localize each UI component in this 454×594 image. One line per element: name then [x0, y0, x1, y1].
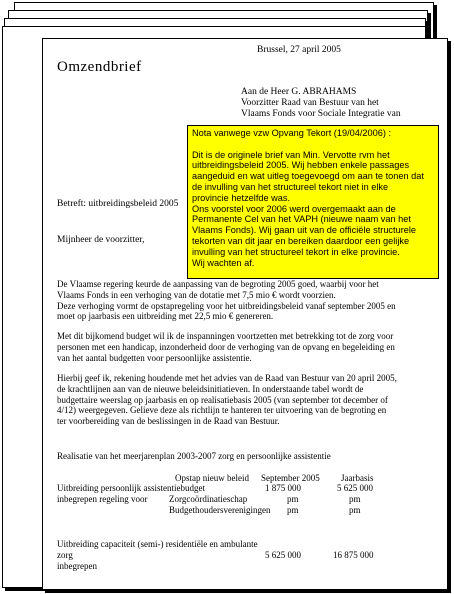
note-line: aangeduid en wat uitleg toegevoegd om aan te tonen dat	[192, 171, 424, 182]
paragraph-line: personen met een handicap, inzonderheid door de verhoging van de opvang en begeleiding en	[57, 341, 395, 352]
note-line: Dit is de originele brief van Min. Vervotte rvm het	[192, 149, 390, 160]
note-line: provincie hetzelfde was.	[192, 192, 291, 203]
table-row-sublabel: Budgethoudersverenigingen	[169, 505, 271, 515]
note-spacer	[192, 139, 434, 150]
table-col-header: September 2005	[261, 473, 320, 483]
paragraph-line: Vlaams Fonds in een verhoging van de dotatie met 7,5 mio € wordt voorzien.	[57, 289, 336, 300]
note-line: Permanente Cel van het VAPH (nieuwe naam van het	[192, 214, 411, 225]
note-line: Vlaams Fonds). Wij gaan uit van de officiële structurele	[192, 225, 417, 236]
paragraph-line: Met dit bijkomend budget wil ik de inspanningen voortzetten met betrekking tot de zorg voor	[57, 331, 394, 341]
address-line: Vlaams Fonds voor Sociale Integratie van	[241, 109, 401, 119]
note-line: invulling van het structureel tekort in elke provincie.	[192, 246, 400, 257]
note-line: Wij wachten af.	[192, 257, 255, 268]
address-line: Aan de Heer G. ABRAHAMS	[241, 87, 357, 97]
salutation: Mijnheer de voorzitter,	[57, 235, 145, 245]
table-col-header: Jaarbasis	[341, 473, 374, 483]
table-col-header: Opstap nieuw beleid	[175, 473, 249, 483]
paragraph-line: budgettaire weerslag op jaarbasis en op realisatiebasis 2005 (van september tot december of	[57, 394, 388, 405]
note-line: tekorten van dit jaar en bereiken daardoor een gelijke	[192, 235, 410, 246]
table-cell: 5 625 000	[265, 550, 301, 560]
table-cell: pm	[349, 505, 361, 515]
paragraph-2	[57, 331, 441, 363]
paragraph-line: de krachtlijnen aan van de nieuwe beleidsinitiatieven. In onderstaande tabel wordt de	[57, 383, 364, 394]
table-row-label: inbegrepen	[57, 561, 97, 571]
address-line: Voorzitter Raad van Bestuur van het	[241, 98, 379, 108]
paragraph-line: moet op jaarbasis een uitbreiding met 22,5 mio € genereren.	[57, 311, 274, 322]
table-cell: 5 625 000	[337, 483, 373, 493]
note-line: Ons voorstel voor 2006 werd overgemaakt aan de	[192, 203, 396, 214]
table-row-label: inbegrepen regeling voor	[57, 494, 148, 504]
table-row-label: zorg	[57, 550, 73, 560]
paragraph-line: van het aantal budgetten voor persoonlijke assistentie.	[57, 352, 252, 363]
table-cell: 1 875 000	[265, 483, 301, 493]
paragraph-line: Deze verhoging vormt de opstapregeling voor het uitbreidingsbeleid vanaf september 2005 en	[57, 300, 396, 311]
place-date: Brussel, 27 april 2005	[257, 45, 341, 55]
paragraph-1	[57, 279, 441, 322]
table-row-label: Uitbreiding capaciteit (semi-) residentiële en ambulante	[57, 539, 258, 549]
note-line: de invulling van het structureel tekort niet in elke	[192, 181, 389, 192]
note-heading: Nota vanwege vzw Opvang Tekort (19/04/2006) :	[192, 128, 392, 138]
subject-line: Betreft: uitbreidingsbeleid 2005	[57, 199, 179, 209]
table-heading: Realisatie van het meerjarenplan 2003-2007 zorg en persoonlijke assistentie	[57, 451, 331, 461]
table-cell: pm	[287, 505, 299, 515]
note-line: uitbreidingsbeleid 2005. Wij hebben enkele passages	[192, 160, 410, 171]
annotation-note	[187, 125, 439, 279]
table-row-sublabel: Zorgcoördinatieschap	[169, 494, 248, 504]
letter-page	[42, 38, 448, 590]
table-cell: pm	[287, 494, 299, 504]
paragraph-line: 4/12) weergegeven. Gelieve deze als richtlijn te hanteren ter uitvoering van de begroting en	[57, 405, 387, 416]
paragraph-line: ter voorbereiding van de beslissingen in de Raad van Bestuur.	[57, 416, 280, 427]
table-cell: pm	[349, 494, 361, 504]
paragraph-3	[57, 373, 441, 427]
paragraph-line: De Vlaamse regering keurde de aanpassing van de begroting 2005 goed, waarbij voor het	[57, 279, 379, 289]
letter-title: Omzendbrief	[57, 59, 142, 75]
table-cell: 16 875 000	[333, 550, 374, 560]
table-row-label: Uitbreiding persoonlijk assistentiebudget	[57, 483, 205, 493]
paragraph-line: Hierbij geef ik, rekening houdende met het advies van de Raad van Bestuur van 20 april 2005,	[57, 373, 397, 383]
